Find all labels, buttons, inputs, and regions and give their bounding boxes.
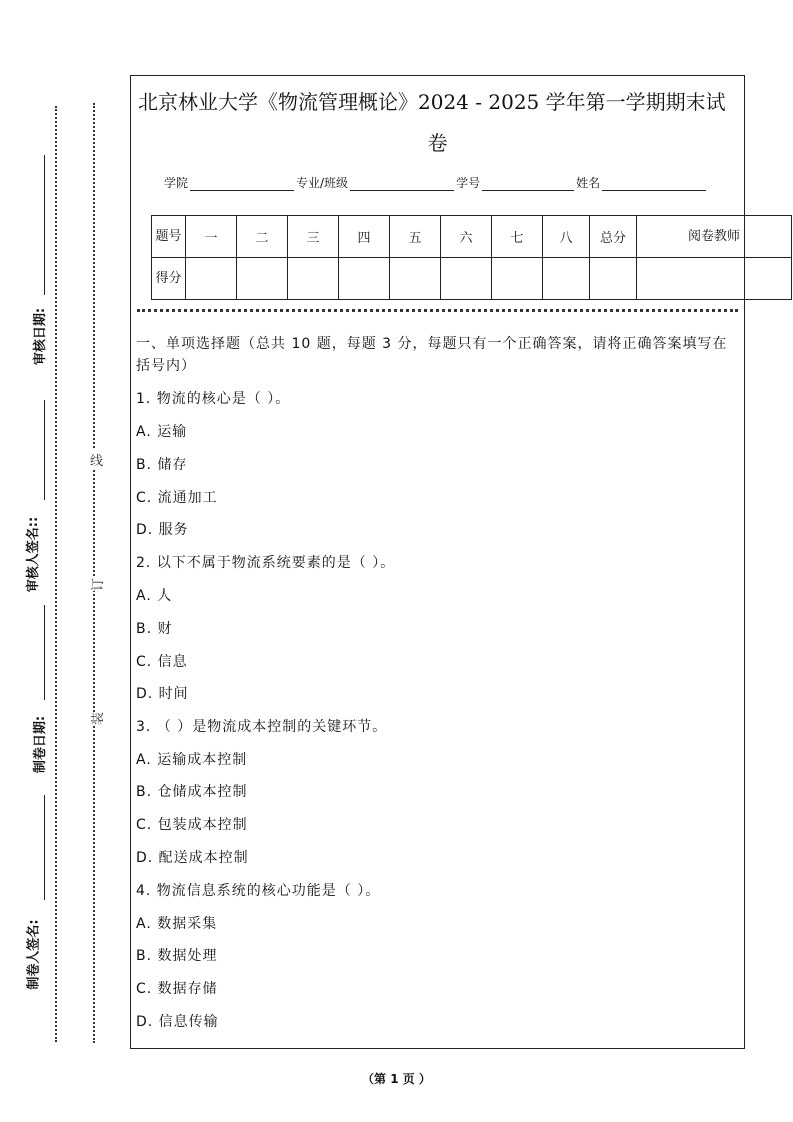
question-3-option-b: B. 仓储成本控制 bbox=[136, 784, 248, 800]
col-header-8: 八 bbox=[543, 216, 590, 258]
col-header-2: 二 bbox=[237, 216, 288, 258]
question-2-option-d: D. 时间 bbox=[136, 686, 189, 702]
col-header-1: 一 bbox=[186, 216, 237, 258]
score-cell-1[interactable] bbox=[186, 258, 237, 300]
question-1-option-b: B. 储存 bbox=[136, 457, 188, 473]
score-cell-total[interactable] bbox=[590, 258, 637, 300]
score-cell-5[interactable] bbox=[390, 258, 441, 300]
make-date-blank bbox=[44, 605, 45, 700]
col-header-4: 四 bbox=[339, 216, 390, 258]
question-1-option-d: D. 服务 bbox=[136, 522, 189, 538]
question-2-stem: 2. 以下不属于物流系统要素的是（ ）。 bbox=[136, 555, 396, 571]
student-id-label: 学号 bbox=[456, 176, 481, 190]
binding-dotted-line-outer bbox=[55, 106, 57, 1042]
col-header-3: 三 bbox=[288, 216, 339, 258]
college-label: 学院 bbox=[164, 176, 189, 190]
question-4-stem: 4. 物流信息系统的核心功能是（ ）。 bbox=[136, 883, 381, 899]
review-date-blank bbox=[44, 155, 45, 295]
section-1-heading: 一、单项选择题（总共 10 题，每题 3 分，每题只有一个正确答案，请将正确答案填写在括号内） bbox=[136, 336, 728, 374]
question-2-option-b: B. 财 bbox=[136, 621, 173, 637]
question-2-option-c: C. 信息 bbox=[136, 654, 188, 670]
question-4-option-b: B. 数据处理 bbox=[136, 948, 218, 964]
question-number-label: 题号 bbox=[152, 216, 186, 258]
maker-sign-blank bbox=[44, 795, 45, 900]
exam-title: 北京林业大学《物流管理概论》2024 - 2025 学年第一学期期末试 bbox=[138, 90, 726, 114]
col-header-7: 七 bbox=[492, 216, 543, 258]
score-table-score-row bbox=[152, 258, 792, 300]
name-field[interactable] bbox=[602, 178, 706, 191]
question-4-option-c: C. 数据存储 bbox=[136, 981, 218, 997]
student-info-row bbox=[164, 174, 708, 191]
question-2-option-a: A. 人 bbox=[136, 588, 173, 604]
cut-mark-line: 线 bbox=[90, 450, 103, 469]
col-header-total: 总分 bbox=[590, 216, 637, 258]
question-4-option-d: D. 信息传输 bbox=[136, 1014, 219, 1030]
question-4-option-a: A. 数据采集 bbox=[136, 916, 218, 932]
question-1-option-c: C. 流通加工 bbox=[136, 490, 218, 506]
score-cell-4[interactable] bbox=[339, 258, 390, 300]
score-label: 得分 bbox=[152, 258, 186, 300]
question-3-option-a: A. 运输成本控制 bbox=[136, 752, 248, 768]
score-cell-7[interactable] bbox=[492, 258, 543, 300]
cut-mark-bind: 订 bbox=[87, 578, 106, 591]
score-cell-8[interactable] bbox=[543, 258, 590, 300]
horizontal-cut-line bbox=[137, 309, 738, 312]
exam-title-continued: 卷 bbox=[427, 131, 448, 155]
college-field[interactable] bbox=[190, 178, 294, 191]
major-field[interactable] bbox=[350, 178, 454, 191]
question-3-stem: 3. （ ）是物流成本控制的关键环节。 bbox=[136, 719, 388, 735]
score-cell-6[interactable] bbox=[441, 258, 492, 300]
score-cell-grader[interactable] bbox=[637, 258, 792, 300]
name-label: 姓名 bbox=[576, 176, 601, 190]
score-table-header-row bbox=[152, 216, 792, 258]
major-label: 专业/班级 bbox=[296, 176, 349, 190]
question-1-option-a: A. 运输 bbox=[136, 424, 188, 440]
score-table bbox=[151, 215, 792, 300]
question-3-option-d: D. 配送成本控制 bbox=[136, 850, 249, 866]
make-date-label: 制卷日期: bbox=[33, 715, 49, 774]
page-number: （第 1 页 ） bbox=[362, 1072, 431, 1086]
col-header-5: 五 bbox=[390, 216, 441, 258]
reviewer-sign-blank bbox=[44, 400, 45, 500]
score-cell-3[interactable] bbox=[288, 258, 339, 300]
reviewer-sign-label: 审核人签名:: bbox=[26, 516, 42, 593]
binding-dotted-line-inner bbox=[93, 103, 95, 1043]
col-header-6: 六 bbox=[441, 216, 492, 258]
question-1-stem: 1. 物流的核心是（ ）。 bbox=[136, 391, 291, 407]
col-header-grader: 阅卷教师 bbox=[637, 216, 792, 258]
review-date-label: 审核日期: bbox=[33, 307, 49, 366]
question-3-option-c: C. 包装成本控制 bbox=[136, 817, 248, 833]
maker-sign-label: 制卷人签名: bbox=[26, 919, 42, 990]
score-cell-2[interactable] bbox=[237, 258, 288, 300]
student-id-field[interactable] bbox=[482, 178, 574, 191]
cut-mark-seal: 装 bbox=[87, 712, 106, 725]
